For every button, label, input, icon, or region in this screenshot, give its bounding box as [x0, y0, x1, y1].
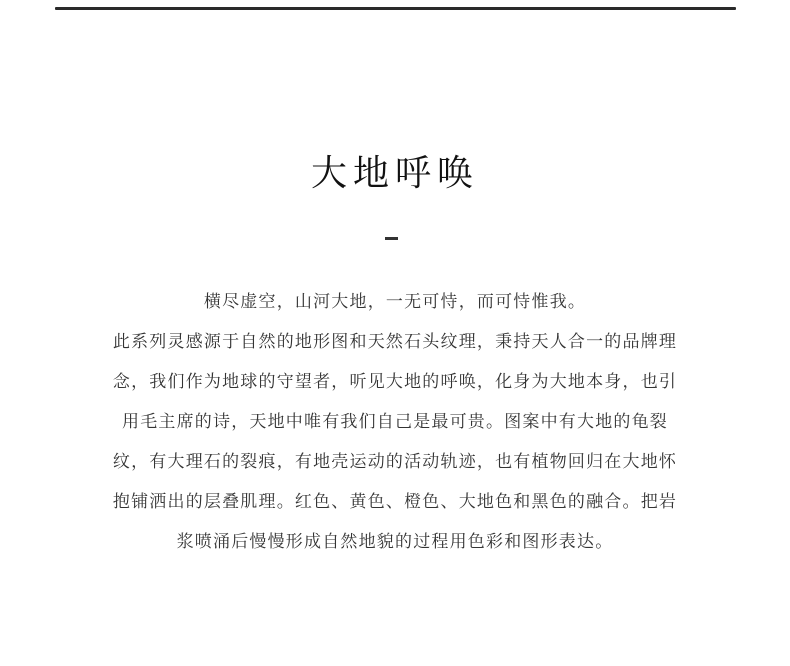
paragraph-line: 纹，有大理石的裂痕，有地壳运动的活动轨迹，也有植物回归在大地怀 [112, 452, 678, 472]
paragraph-line: 横尽虚空，山河大地，一无可恃，而可恃惟我。 [203, 292, 587, 312]
description-paragraph [70, 286, 720, 566]
paragraph-line: 此系列灵感源于自然的地形图和天然石头纹理，秉持天人合一的品牌理 [112, 332, 678, 352]
title-underline-dash [385, 237, 398, 240]
page-title: 大地呼唤 [310, 153, 479, 194]
paragraph-line: 浆喷涌后慢慢形成自然地貌的过程用色彩和图形表达。 [176, 532, 614, 552]
top-divider-rule [55, 7, 736, 10]
paragraph-line: 用毛主席的诗，天地中唯有我们自己是最可贵。图案中有大地的龟裂 [122, 412, 668, 432]
paragraph-line: 念，我们作为地球的守望者，听见大地的呼唤，化身为大地本身，也引 [112, 372, 678, 392]
paragraph-line: 抱铺洒出的层叠肌理。红色、黄色、橙色、大地色和黑色的融合。把岩 [112, 492, 678, 512]
